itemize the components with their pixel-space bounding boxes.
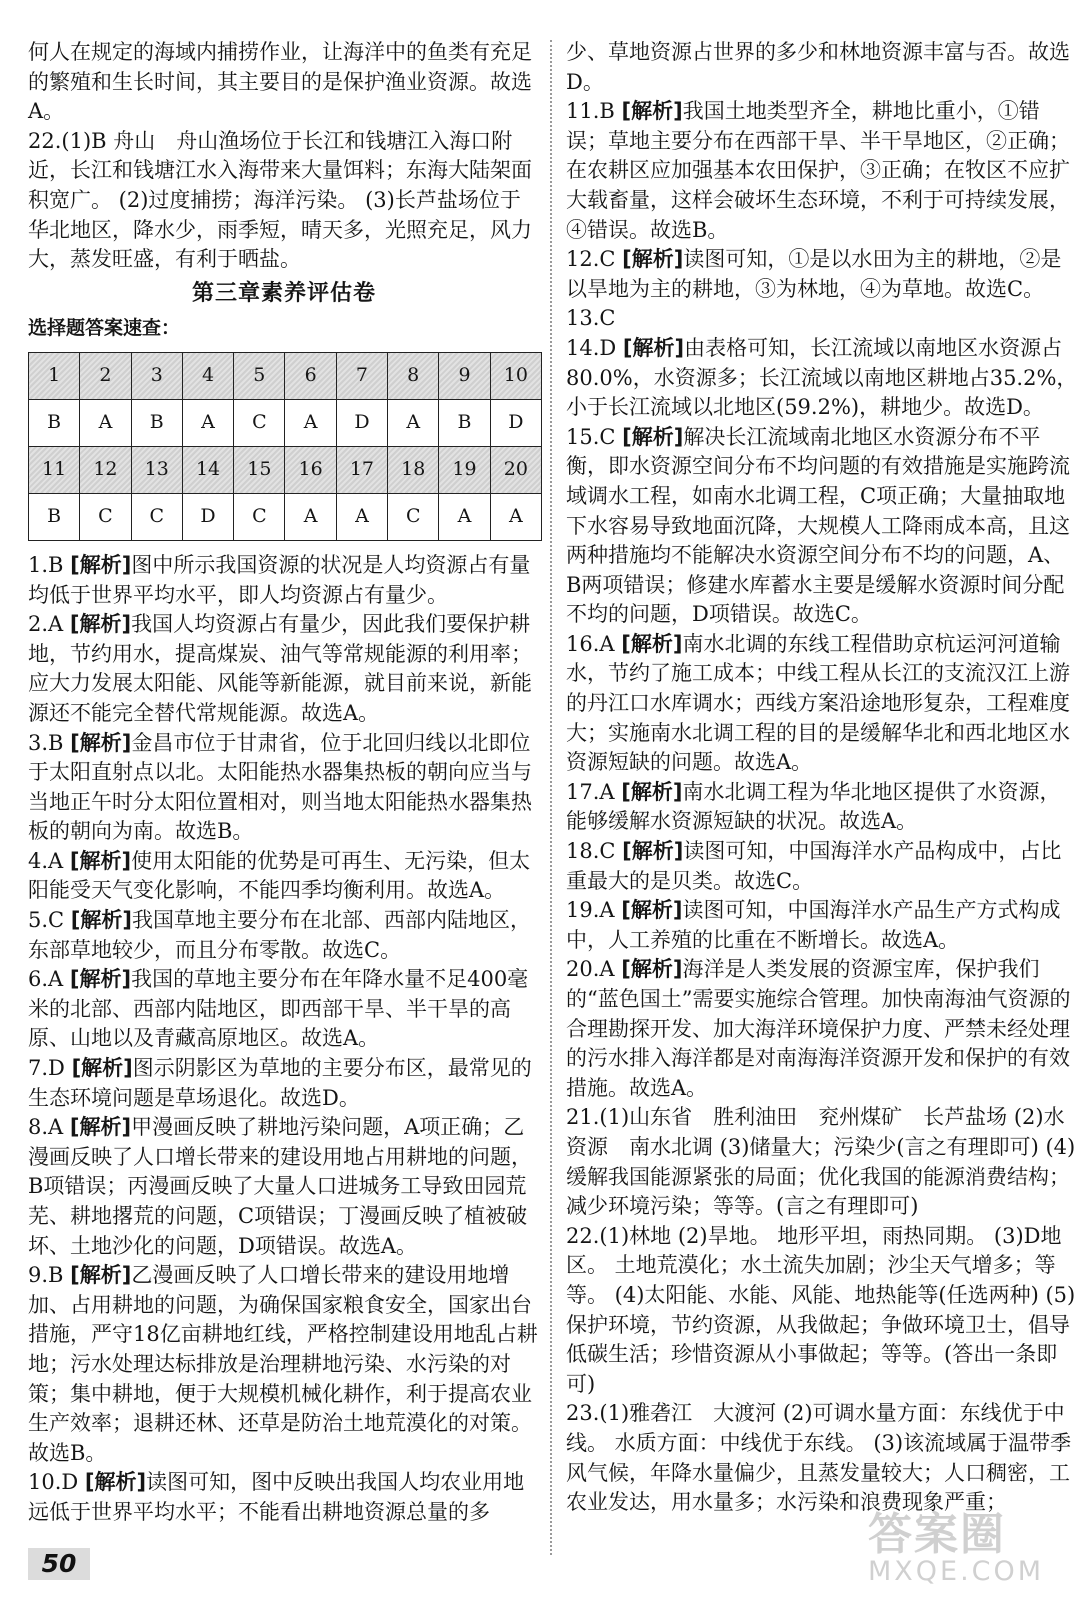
answer-num-cell: 16 (285, 446, 336, 493)
answer-head: 13.C (566, 306, 616, 331)
answer-cell: D (182, 493, 233, 540)
answer-num-cell: 14 (182, 446, 233, 493)
answer-table-number-row (29, 352, 542, 399)
analysis-tag: [解析] (621, 957, 683, 982)
answer-cell: A (336, 493, 387, 540)
answer-item (566, 97, 1078, 245)
answer-item (28, 906, 540, 965)
answer-head: 4.A (28, 848, 70, 873)
answer-head: 18.C (566, 839, 623, 864)
answer-num-cell: 10 (490, 352, 541, 399)
answer-body: 我国土地类型齐全，耕地比重小，①错误；草地主要分布在西部干旱、半干旱地区，②正确；在农耕区应加强基本农田保护，③正确；在牧区不应扩大载畜量，这样会破坏生态环境，不利于可持续发展，④错误。故选B。 (566, 99, 1070, 242)
answer-item (28, 847, 540, 906)
analysis-tag: [解析] (70, 908, 132, 933)
answer-head: 8.A (28, 1115, 70, 1140)
answer-body: 金昌市位于甘肃省，位于北回归线以北即位于太阳直射点以北。太阳能热水器集热板的朝向应当与当地正午时分太阳位置相对，则当地太阳能热水器集热板的朝向为南。故选B。 (28, 730, 532, 844)
answer-body: 南水北调的东线工程借助京杭运河河道输水，节约了施工成本；中线工程从长江的支流汉江上游的丹江口水库调水；西线方案沿途地形复杂，工程难度大；实施南水北调工程的目的是缓解华北和西北地区水资源短缺的问题。故选A。 (566, 631, 1070, 775)
page-number: 50 (28, 1548, 90, 1580)
answer-body: 由表格可知，长江流域以南地区水资源占80.0%，水资源多；长江流域以南地区耕地占35.2%，小于长江流域以北地区(59.2%)，耕地少。故选D。 (566, 335, 1078, 420)
answer-head: 2.A (28, 612, 70, 637)
answer-head: 6.A (28, 967, 70, 992)
answer-cell: A (285, 399, 336, 446)
answer-head: 22. (566, 1223, 600, 1248)
answer-num-cell: 5 (234, 352, 285, 399)
answer-body: (1)林地 (2)旱地。 地形平坦，雨热同期。 (3)D地区。 土地荒漠化；水土流失加剧；沙尘天气增多；等等。 (4)太阳能、水能、风能、地热能等(任选两种) (5)保护环境，节约资源，从我做起；争做环境卫士，倡导低碳生活；珍惜资源从小事做起；等等。(答出一条即可) (566, 1223, 1076, 1396)
answer-item (566, 778, 1078, 837)
answer-item (566, 245, 1078, 304)
answer-body: 读图可知，中国海洋水产品构成中，占比重最大的是贝类。故选C。 (566, 839, 1062, 893)
answer-num-cell: 17 (336, 446, 387, 493)
answer-cell: C (234, 493, 285, 540)
answer-head: 10.D (28, 1470, 85, 1495)
watermark-logo (868, 1498, 1068, 1594)
right-column (566, 38, 1078, 1518)
answer-table-number-row (29, 446, 542, 493)
answer-cell: A (490, 493, 541, 540)
answer-body: 我国草地主要分布在北部、西部内陆地区，东部草地较少，而且分布零散。故选C。 (28, 908, 531, 962)
answer-head: 20.A (566, 957, 622, 982)
answer-body: 甲漫画反映了耕地污染问题，A项正确；乙漫画反映了人口增长带来的建设用地占用耕地的问题，B项错误；丙漫画反映了大量人口进城务工导致田园荒芜、耕地撂荒的问题，C项错误；丁漫画反映了植被破坏、土地沙化的问题，D项错误。故选A。 (28, 1115, 532, 1258)
answer-item (566, 304, 1078, 334)
answer-num-cell: 2 (80, 352, 131, 399)
column-divider (550, 40, 552, 1555)
answer-head: 3.B (28, 730, 71, 755)
answer-num-cell: 19 (439, 446, 490, 493)
answer-cell: A (285, 493, 336, 540)
analysis-tag: [解析] (70, 1263, 132, 1288)
answer-item (28, 1468, 540, 1527)
answer-num-cell: 6 (285, 352, 336, 399)
analysis-tag: [解析] (621, 779, 683, 804)
analysis-tag: [解析] (622, 247, 684, 272)
answer-cell: D (490, 399, 541, 446)
answer-cell: C (234, 399, 285, 446)
answer-head: 11.B (566, 99, 622, 124)
answer-num-cell: 12 (80, 446, 131, 493)
answer-cell: C (131, 493, 182, 540)
answer-num-cell: 18 (388, 446, 439, 493)
watermark-text: 答案圈 (868, 1509, 1006, 1560)
answer-num-cell: 13 (131, 446, 182, 493)
answer-cell: D (336, 399, 387, 446)
answer-head: 14.D (566, 335, 623, 360)
analysis-tag: [解析] (70, 552, 132, 577)
answer-item (566, 423, 1078, 630)
answer-item (566, 955, 1078, 1103)
answer-num-cell: 4 (182, 352, 233, 399)
analysis-tag: [解析] (71, 1056, 133, 1081)
answer-head: 12.C (566, 247, 623, 272)
answer-num-cell: 9 (439, 352, 490, 399)
answer-item (28, 1261, 540, 1468)
answer-body: 我国人均资源占有量少，因此我们要保护耕地，节约用水，提高煤炭、油气等常规能源的利用率；应大力发展太阳能、风能等新能源，就目前来说，新能源还不能完全替代常规能源。故选A。 (28, 612, 532, 725)
answer-num-cell: 7 (336, 352, 387, 399)
answer-num-cell: 11 (29, 446, 80, 493)
analysis-tag: [解析] (622, 335, 685, 360)
answer-body: 读图可知，中国海洋水产品生产方式构成中，人工养殖的比重在不断增长。故选A。 (566, 898, 1061, 952)
answer-cell: B (29, 399, 80, 446)
answer-cell: B (131, 399, 182, 446)
analysis-tag: [解析] (69, 612, 132, 637)
answer-head: 16.A (566, 631, 622, 656)
analysis-tag: [解析] (622, 839, 684, 864)
answer-table-answer-row (29, 493, 542, 540)
answer-cell: A (182, 399, 233, 446)
analysis-tag: [解析] (621, 99, 683, 124)
answer-item (28, 1113, 540, 1261)
answer-cell: A (388, 399, 439, 446)
analysis-tag: [解析] (70, 730, 132, 755)
analysis-tag: [解析] (84, 1470, 147, 1495)
answer-head: 19.A (566, 898, 622, 923)
answer-head: 21. (566, 1105, 600, 1130)
answer-cell: B (439, 399, 490, 446)
answer-head: 17.A (566, 779, 622, 804)
answer-cell: C (80, 493, 131, 540)
answer-item (28, 610, 540, 728)
answer-head: 7.D (28, 1056, 72, 1081)
answer-item (566, 630, 1078, 778)
answer-head: 23. (566, 1401, 600, 1426)
answer-num-cell: 15 (234, 446, 285, 493)
answer-body: (1)雅砻江 大渡河 (2)可调水量方面：东线优于中线。 水质方面：中线优于东线。 (3)该流域属于温带季风气候，年降水量偏少，且蒸发量较大；人口稠密，工农业发达，用水量多；水污染和浪费现象严重； (566, 1401, 1072, 1515)
analysis-tag: [解析] (69, 967, 132, 992)
answer-body: 解决长江流域南北地区水资源分布不平衡，即水资源空间分布不均问题的有效措施是实施跨流域调水工程，如南水北调工程，C项正确；大量抽取地下水容易导致地面沉降，大规模人工降雨成本高，且这两种措施均不能解决水资源空间分布不均的问题，A、B两项错误；修建水库蓄水主要是缓解水资源时间分配不均的问题，D项错误。故选C。 (566, 424, 1070, 627)
answer-num-cell: 3 (131, 352, 182, 399)
answer-body: 我国的草地主要分布在年降水量不足400毫米的北部、西部内陆地区，即西部干旱、半干旱的高原、山地以及青藏高原地区。故选A。 (28, 967, 529, 1051)
answer-head: 1.B (28, 552, 71, 577)
answer-body: 图中所示我国资源的状况是人均资源占有量均低于世界平均水平，即人均资源占有量少。 (28, 552, 531, 607)
answer-item (566, 837, 1078, 896)
answer-item (28, 551, 540, 610)
answer-body: 海洋是人类发展的资源宝库，保护我们的“蓝色国土”需要实施综合管理。加快南海油气资源的合理勘探开发、加大海洋环境保护力度、严禁未经处理的污水排入海洋都是对南海海洋资源开发和保护的有效措施。故选A。 (566, 957, 1071, 1100)
answer-head: 15.C (566, 424, 623, 449)
answer-body: 使用太阳能的优势是可再生、无污染，但太阳能受天气变化影响，不能四季均衡利用。故选A。 (28, 848, 531, 903)
answer-table-answer-row (29, 399, 542, 446)
answer-item (566, 334, 1078, 423)
answer-item (28, 729, 540, 847)
answer-22: 22.(1)B 舟山 舟山渔场位于长江和钱塘江入海口附近，长江和钱塘江水入海带来大量饵料；东海大陆架面积宽广。 (2)过度捕捞；海洋污染。 (3)长芦盐场位于华北地区，降水少，雨季短，晴天多，光照充足，风力大，蒸发旺盛，有利于晒盐。 (28, 128, 532, 272)
answer-item (566, 896, 1078, 955)
answer-body: 图示阴影区为草地的主要分布区，最常见的生态环境问题是草场退化。故选D。 (28, 1056, 532, 1110)
analysis-tag: [解析] (621, 631, 683, 656)
answer-cell: A (439, 493, 490, 540)
answer-num-cell: 1 (29, 352, 80, 399)
analysis-tag: [解析] (621, 898, 683, 923)
left-column (28, 38, 540, 1528)
right-intro-text: 少、草地资源占世界的多少和林地资源丰富与否。故选D。 (566, 40, 1070, 94)
answer-cell: A (80, 399, 131, 446)
answer-table (28, 352, 542, 541)
answer-num-cell: 8 (388, 352, 439, 399)
watermark-url: MXQE.COM (868, 1556, 1045, 1587)
answer-body: 读图可知，图中反映出我国人均农业用地远低于世界平均水平；不能看出耕地资源总量的多 (28, 1470, 525, 1524)
answer-body: 读图可知，①是以水田为主的耕地，②是以旱地为主的耕地，③为林地，④为草地。故选C。 (566, 247, 1062, 301)
answer-item (566, 1222, 1078, 1400)
answer-cell: B (29, 493, 80, 540)
answer-head: 5.C (28, 908, 71, 933)
answer-item (28, 965, 540, 1054)
analysis-tag: [解析] (622, 424, 684, 449)
analysis-tag: [解析] (69, 1115, 132, 1140)
answer-body: 南水北调工程为华北地区提供了水资源，能够缓解水资源短缺的状况。故选A。 (566, 779, 1061, 834)
section-title: 第三章素养评估卷 (191, 280, 376, 306)
answer-item (28, 1054, 540, 1113)
answer-item (566, 1103, 1078, 1221)
analysis-tag: [解析] (69, 848, 132, 873)
answer-num-cell: 20 (490, 446, 541, 493)
answer-body: 乙漫画反映了人口增长带来的建设用地增加、占用耕地的问题，为确保国家粮食安全，国家出台措施，严守18亿亩耕地红线，严格控制建设用地乱占耕地；污水处理达标排放是治理耕地污染、水污染的对策；集中耕地，便于大规模机械化耕作，利于提高农业生产效率；退耕还林、还草是防治土地荒漠化的对策。故选B。 (28, 1263, 538, 1465)
answer-body: (1)山东省 胜利油田 兖州煤矿 长芦盐场 (2)水资源 南水北调 (3)储量大；污染少(言之有理即可) (4)缓解我国能源紧张的局面；优化我国的能源消费结构；减少环境污染；等等。(言之有理即可) (566, 1105, 1076, 1219)
answer-head: 9.B (28, 1263, 71, 1288)
quick-answer-label: 选择题答案速查： (28, 317, 181, 340)
left-intro-text: 何人在规定的海域内捕捞作业，让海洋中的鱼类有充足的繁殖和生长时间，其主要目的是保护渔业资源。故选A。 (28, 40, 532, 124)
answer-cell: C (388, 493, 439, 540)
